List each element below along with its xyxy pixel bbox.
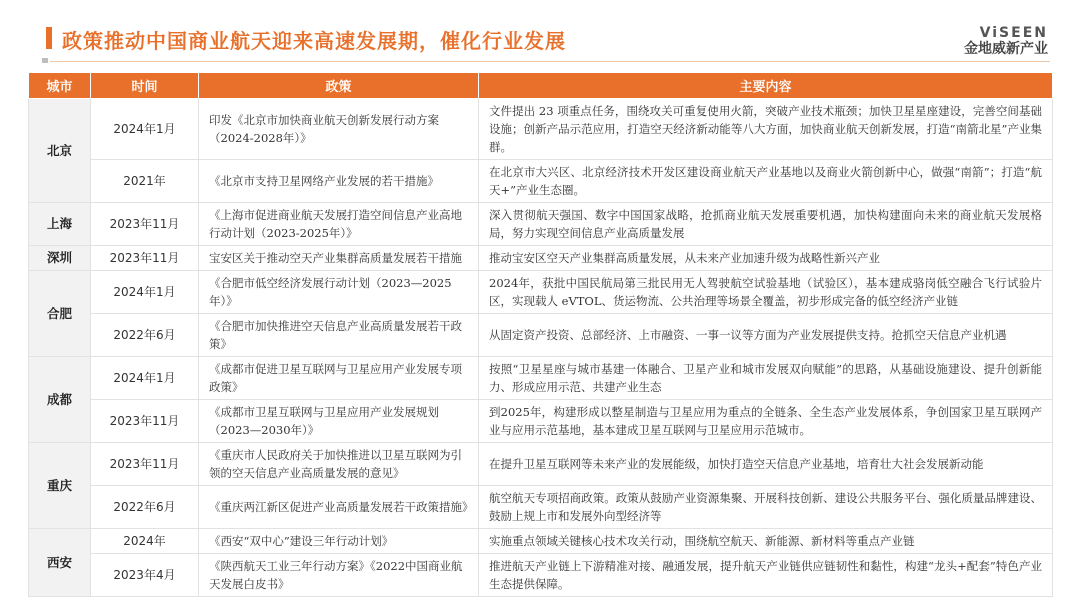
policy-cell: 《重庆两江新区促进产业高质量发展若干政策措施》 xyxy=(199,486,479,529)
table-row xyxy=(29,314,1053,357)
time-cell: 2024年 xyxy=(91,529,199,554)
title-accent-bar xyxy=(46,27,52,49)
policy-cell: 《上海市促进商业航天发展打造空间信息产业高地行动计划（2023-2025年）》 xyxy=(199,203,479,246)
content-cell: 到2025年，构建形成以整星制造与卫星应用为重点的全链条、全生态产业发展体系，争创国家卫星互联网产业与应用示范基地，基本建成卫星互联网与卫星应用示范城市。 xyxy=(479,400,1053,443)
time-cell: 2023年11月 xyxy=(91,400,199,443)
policy-cell: 《西安“双中心”建设三年行动计划》 xyxy=(199,529,479,554)
time-cell: 2023年11月 xyxy=(91,246,199,271)
page-title: 政策推动中国商业航天迎来高速发展期，催化行业发展 xyxy=(62,29,566,53)
content-cell: 航空航天专项招商政策。政策从鼓励产业资源集聚、开展科技创新、建设公共服务平台、强化质量品牌建设、鼓励上规上市和发展外向型经济等 xyxy=(479,486,1053,529)
city-cell: 北京 xyxy=(29,99,91,203)
table-row xyxy=(29,99,1053,160)
policy-cell: 宝安区关于推动空天产业集群高质量发展若干措施 xyxy=(199,246,479,271)
table-row xyxy=(29,271,1053,314)
table-row xyxy=(29,400,1053,443)
policy-table xyxy=(28,72,1053,597)
policy-cell: 《重庆市人民政府关于加快推进以卫星互联网为引领的空天信息产业高质量发展的意见》 xyxy=(199,443,479,486)
column-header-time: 时间 xyxy=(91,73,199,99)
city-cell: 成都 xyxy=(29,357,91,443)
company-logo xyxy=(964,26,1048,58)
city-cell: 上海 xyxy=(29,203,91,246)
policy-cell: 《合肥市加快推进空天信息产业高质量发展若干政策》 xyxy=(199,314,479,357)
time-cell: 2023年11月 xyxy=(91,203,199,246)
content-cell: 实施重点领域关键核心技术攻关行动，围绕航空航天、新能源、新材料等重点产业链 xyxy=(479,529,1053,554)
policy-cell: 《成都市卫星互联网与卫星应用产业发展规划（2023—2030年）》 xyxy=(199,400,479,443)
title-rule-marker xyxy=(42,58,48,63)
table-row xyxy=(29,554,1053,597)
content-cell: 推进航天产业链上下游精准对接、融通发展，提升航天产业链供应链韧性和黏性，构建“龙头+配套”特色产业生态提供保障。 xyxy=(479,554,1053,597)
city-cell: 重庆 xyxy=(29,443,91,529)
content-cell: 按照“卫星星座与城市基建一体融合、卫星产业和城市发展双向赋能”的思路，从基础设施建设、提升创新能力、形成应用示范、共建产业生态 xyxy=(479,357,1053,400)
policy-cell: 《北京市支持卫星网络产业发展的若干措施》 xyxy=(199,160,479,203)
column-header-city: 城市 xyxy=(29,73,91,99)
title-underline xyxy=(50,61,1050,62)
column-header-policy: 政策 xyxy=(199,73,479,99)
content-cell: 深入贯彻航天强国、数字中国国家战略，抢抓商业航天发展重要机遇，加快构建面向未来的商业航天发展格局，努力实现空间信息产业高质量发展 xyxy=(479,203,1053,246)
content-cell: 2024年，获批中国民航局第三批民用无人驾驶航空试验基地（试验区），基本建成骆岗低空融合飞行试验片区，实现载人 eVTOL、货运物流、公共治理等场景全覆盖，初步形成完备的低空经济产业链 xyxy=(479,271,1053,314)
time-cell: 2021年 xyxy=(91,160,199,203)
time-cell: 2023年11月 xyxy=(91,443,199,486)
time-cell: 2024年1月 xyxy=(91,99,199,160)
content-cell: 在提升卫星互联网等未来产业的发展能级，加快打造空天信息产业基地，培育壮大社会发展新动能 xyxy=(479,443,1053,486)
table-row xyxy=(29,443,1053,486)
content-cell: 推动宝安区空天产业集群高质量发展，从未来产业加速升级为战略性新兴产业 xyxy=(479,246,1053,271)
content-cell: 在北京市大兴区、北京经济技术开发区建设商业航天产业基地以及商业火箭创新中心，做强“南箭”；打造“航天+”产业生态圈。 xyxy=(479,160,1053,203)
city-cell: 西安 xyxy=(29,529,91,597)
table-row xyxy=(29,160,1053,203)
policy-cell: 《成都市促进卫星互联网与卫星应用产业发展专项政策》 xyxy=(199,357,479,400)
table-row xyxy=(29,246,1053,271)
time-cell: 2024年1月 xyxy=(91,271,199,314)
policy-cell: 《陕西航天工业三年行动方案》《2022中国商业航天发展白皮书》 xyxy=(199,554,479,597)
content-cell: 从固定资产投资、总部经济、上市融资、一事一议等方面为产业发展提供支持。抢抓空天信息产业机遇 xyxy=(479,314,1053,357)
time-cell: 2024年1月 xyxy=(91,357,199,400)
city-cell: 深圳 xyxy=(29,246,91,271)
logo-chinese: 金地威新产业 xyxy=(964,41,1048,57)
table-row xyxy=(29,357,1053,400)
table-header-row xyxy=(29,73,1053,99)
column-header-content: 主要内容 xyxy=(479,73,1053,99)
time-cell: 2023年4月 xyxy=(91,554,199,597)
policy-cell: 印发《北京市加快商业航天创新发展行动方案（2024-2028年）》 xyxy=(199,99,479,160)
table-row xyxy=(29,486,1053,529)
policy-cell: 《合肥市低空经济发展行动计划（2023—2025年）》 xyxy=(199,271,479,314)
table-row xyxy=(29,203,1053,246)
table-row xyxy=(29,529,1053,554)
content-cell: 文件提出 23 项重点任务，围绕攻关可重复使用火箭，突破产业技术瓶颈；加快卫星星座建设，完善空间基础设施；创新产品示范应用，打造空天经济新动能等八大方面，加快商业航天创新发展，打造“南箭北星”产业集群。 xyxy=(479,99,1053,160)
time-cell: 2022年6月 xyxy=(91,486,199,529)
logo-english: ViSEEN xyxy=(979,25,1048,41)
page-header xyxy=(0,0,1080,70)
time-cell: 2022年6月 xyxy=(91,314,199,357)
city-cell: 合肥 xyxy=(29,271,91,357)
